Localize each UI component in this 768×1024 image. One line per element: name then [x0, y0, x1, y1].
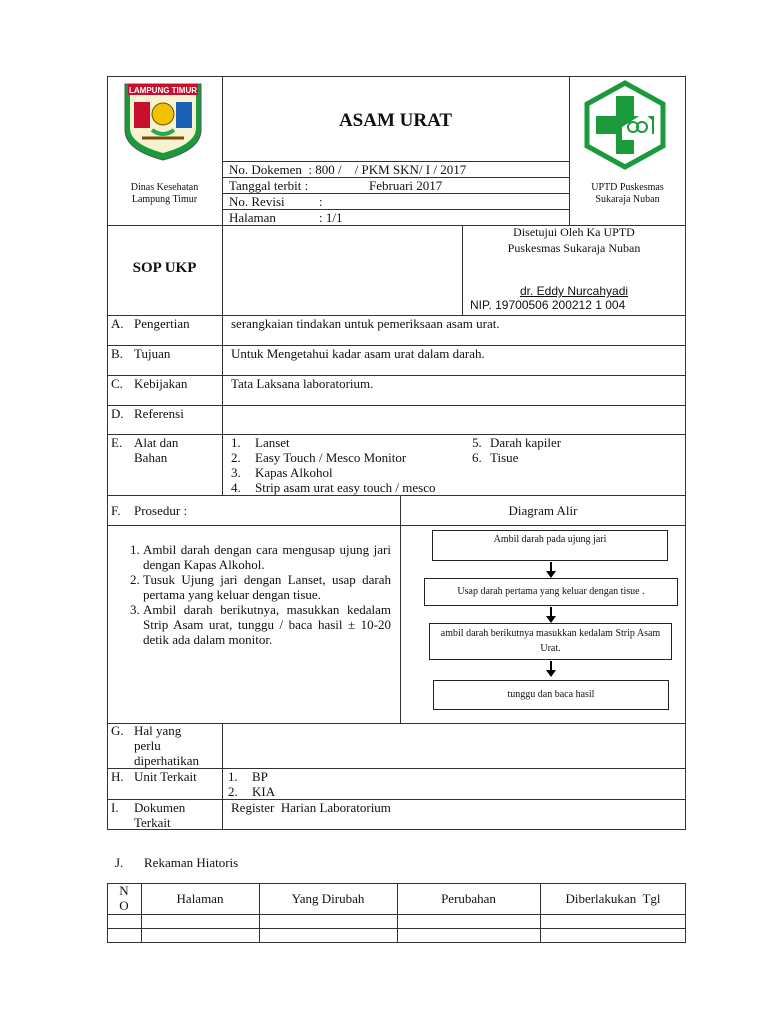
flow-arrow-head	[546, 616, 556, 623]
puskesmas-logo	[582, 80, 668, 170]
section-i-key: I.	[111, 800, 119, 815]
right-org-line1: UPTD Puskesmas	[591, 182, 664, 193]
page-label: Halaman	[229, 210, 276, 225]
flow-arrow-head	[546, 571, 556, 578]
section-i-label-line2: Terkait	[134, 815, 171, 830]
section-e-item	[231, 480, 436, 496]
item-text: Lanset	[255, 435, 290, 450]
logo-banner-text: LAMPUNG TIMUR	[129, 86, 197, 95]
procedure-step: 1. Ambil darah dengan cara mengusap ujung jari dengan Kapas Alkohol.	[143, 542, 391, 572]
history-title: Rekaman Hiatoris	[144, 855, 239, 870]
item-text: Easy Touch / Mesco Monitor	[255, 450, 407, 465]
history-col-no-line1: N	[119, 883, 129, 898]
section-f-key: F.	[111, 503, 121, 518]
section-g-label-line1: Hal yang	[134, 723, 182, 738]
divider	[107, 928, 686, 929]
flow-step-3: ambil darah berikutnya masukkan kedalam Strip Asam Urat.	[429, 623, 672, 660]
history-col-change: Perubahan	[441, 891, 496, 906]
section-a-key: A.	[111, 316, 124, 331]
revision-label: No. Revisi	[229, 194, 285, 209]
page-title: ASAM URAT	[338, 110, 453, 131]
divider	[222, 225, 223, 316]
right-org-line2: Sukaraja Nuban	[595, 194, 660, 205]
section-e-item	[231, 465, 333, 481]
publish-date-value: Februari 2017	[369, 178, 443, 193]
divider	[107, 525, 686, 526]
item-text: BP	[252, 769, 268, 784]
doc-number: No. Dokemen : 800 / / PKM SKN/ I / 2017	[229, 162, 467, 177]
divider	[400, 495, 401, 724]
section-c-text: Tata Laksana laboratorium.	[231, 376, 374, 391]
flow-step-2: Usap darah pertama yang keluar dengan tisue .	[424, 578, 678, 606]
section-b-label: Tujuan	[134, 346, 171, 361]
history-col-page: Halaman	[176, 891, 224, 906]
left-org-line2: Lampung Timur	[131, 194, 198, 205]
item-number: 2.	[231, 450, 241, 465]
approved-line2: Puskesmas Sukaraja Nuban	[507, 241, 641, 255]
history-col-no-line2: O	[119, 898, 129, 913]
divider	[222, 76, 223, 226]
section-b-text: Untuk Mengetahui kadar asam urat dalam darah.	[231, 346, 485, 361]
section-e-item	[472, 450, 518, 466]
procedure-step: 2. Tusuk Ujung jari dengan Lanset, usap darah pertama yang keluar dengan tisue.	[143, 572, 391, 602]
section-g-label-line2: perlu	[134, 738, 161, 753]
item-text: Darah kapiler	[490, 435, 562, 450]
left-org-line1: Dinas Kesehatan	[130, 182, 199, 193]
section-e-key: E.	[111, 435, 123, 450]
divider	[107, 434, 686, 435]
section-a-text: serangkaian tindakan untuk pemeriksaan asam urat.	[231, 316, 500, 331]
flow-arrow-head	[546, 670, 556, 677]
section-f-label: Prosedur :	[134, 503, 188, 518]
section-h-item	[228, 769, 268, 785]
procedure-step: 3. Ambil darah berikutnya, masukkan kedalam Strip Asam urat, tunggu / baca hasil ± 10-20 detik ada dalam monitor.	[143, 602, 391, 647]
section-i-label-line1: Dokumen	[134, 800, 186, 815]
item-number: 3.	[231, 465, 241, 480]
history-col-effective: Diberlakukan Tgl	[565, 891, 661, 906]
section-d-key: D.	[111, 406, 124, 421]
item-text: Kapas Alkohol	[255, 465, 333, 480]
section-h-key: H.	[111, 769, 124, 784]
approved-line1: Disetujui Oleh Ka UPTD	[513, 225, 635, 239]
section-i-text: Register Harian Laboratorium	[231, 800, 391, 815]
lampung-timur-logo	[122, 80, 204, 162]
section-a-label: Pengertian	[134, 316, 190, 331]
section-e-item	[472, 435, 561, 451]
flow-step-4: tunggu dan baca hasil	[433, 680, 669, 710]
history-key: J.	[115, 855, 124, 870]
page-value: : 1/1	[319, 210, 343, 225]
revision-value: :	[319, 194, 323, 209]
section-h-item	[228, 784, 275, 800]
section-e-label-line2: Bahan	[134, 450, 168, 465]
item-number: 6.	[472, 450, 482, 465]
divider	[107, 375, 686, 376]
signatory-nip: NIP. 19700506 200212 1 004	[470, 298, 626, 312]
section-c-key: C.	[111, 376, 123, 391]
divider	[222, 723, 223, 830]
section-c-label: Kebijakan	[134, 376, 188, 391]
item-number: 4.	[231, 480, 241, 495]
section-h-label: Unit Terkait	[134, 769, 197, 784]
divider	[107, 914, 686, 915]
divider	[107, 799, 686, 800]
procedure-steps	[113, 542, 391, 647]
divider	[107, 405, 686, 406]
item-text: KIA	[252, 784, 276, 799]
signatory-name: dr. Eddy Nurcahyadi	[519, 284, 629, 298]
section-e-label-line1: Alat dan	[134, 435, 179, 450]
item-number: 1.	[228, 769, 238, 784]
item-text: Strip asam urat easy touch / mesco	[255, 480, 436, 495]
section-e-item	[231, 435, 290, 451]
publish-date-label: Tanggal terbit :	[229, 178, 309, 193]
section-g-key: G.	[111, 723, 124, 738]
diagram-title: Diagram Alir	[508, 503, 578, 518]
section-d-label: Referensi	[134, 406, 184, 421]
item-number: 2.	[228, 784, 238, 799]
flow-step-1: Ambil darah pada ujung jari	[432, 530, 668, 561]
item-number: 1.	[231, 435, 241, 450]
section-b-key: B.	[111, 346, 123, 361]
section-g-label-line3: diperhatikan	[134, 753, 199, 768]
section-e-item	[231, 450, 406, 466]
sop-label: SOP UKP	[132, 260, 197, 276]
item-number: 5.	[472, 435, 482, 450]
item-text: Tisue	[490, 450, 519, 465]
history-col-changed: Yang Dirubah	[291, 891, 365, 906]
